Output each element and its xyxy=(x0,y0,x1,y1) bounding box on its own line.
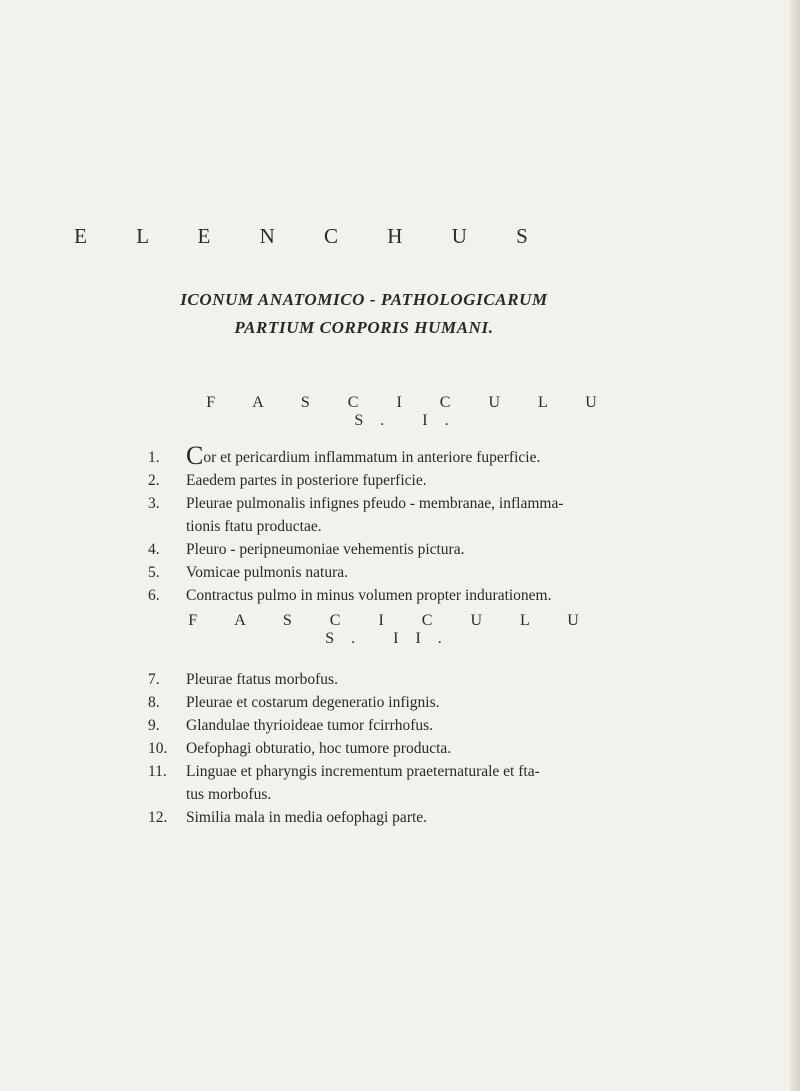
item-number: 12. xyxy=(148,809,168,826)
list-item xyxy=(148,538,708,561)
item-text: Linguae et pharyngis incrementum praeternaturale et fta- xyxy=(186,763,540,780)
item-text: Pleuro - peripneumoniae vehementis pictura. xyxy=(186,541,465,558)
list-item xyxy=(148,469,708,492)
fasciculus-2-list xyxy=(148,668,708,829)
item-number: 3. xyxy=(148,495,160,512)
drop-cap: C xyxy=(186,441,204,470)
item-text-continuation: tus morbofus. xyxy=(186,786,272,803)
list-item xyxy=(148,561,708,584)
item-text: or et pericardium inflammatum in anteriore fuperficie. xyxy=(203,449,541,466)
item-number: 7. xyxy=(148,671,160,688)
item-text: Eaedem partes in posteriore fuperficie. xyxy=(186,472,427,489)
list-item xyxy=(148,737,708,760)
item-text: Pleurae ftatus morbofus. xyxy=(186,671,338,688)
document-subtitle xyxy=(40,286,688,342)
fasciculus-1-list xyxy=(148,441,708,607)
list-item xyxy=(148,441,708,470)
page-edge xyxy=(790,0,800,1091)
subtitle-line-2: PARTIUM CORPORIS HUMANI. xyxy=(234,318,494,337)
list-item xyxy=(148,806,708,829)
list-item xyxy=(148,760,708,806)
document-title: E L E N C H U S xyxy=(74,224,550,248)
item-text: Contractus pulmo in minus volumen propter indurationem. xyxy=(186,587,552,604)
item-number: 11. xyxy=(148,763,167,780)
item-text: Pleurae et costarum degeneratio infignis. xyxy=(186,694,440,711)
item-number: 5. xyxy=(148,564,160,581)
fasciculus-1-heading: F A S C I C U L U S. I. xyxy=(206,394,614,429)
item-number: 2. xyxy=(148,472,160,489)
fasciculus-2-heading: F A S C I C U L U S. II. xyxy=(188,612,596,647)
item-number: 8. xyxy=(148,694,160,711)
item-text: Glandulae thyrioideae tumor fcirrhofus. xyxy=(186,717,434,734)
list-item xyxy=(148,584,708,607)
list-item xyxy=(148,668,708,691)
item-number: 4. xyxy=(148,541,160,558)
item-text-continuation: tionis ftatu productae. xyxy=(186,518,322,535)
item-text: Vomicae pulmonis natura. xyxy=(186,564,349,581)
list-item xyxy=(148,691,708,714)
item-number: 10. xyxy=(148,740,168,757)
subtitle-line-1: ICONUM ANATOMICO - PATHOLOGICARUM xyxy=(180,290,548,309)
item-number: 9. xyxy=(148,717,160,734)
item-text: Oefophagi obturatio, hoc tumore producta. xyxy=(186,740,452,757)
list-item xyxy=(148,714,708,737)
list-item xyxy=(148,492,708,538)
item-number: 1. xyxy=(148,449,160,466)
item-text: Similia mala in media oefophagi parte. xyxy=(186,809,428,826)
item-text: Pleurae pulmonalis infignes pfeudo - membranae, inflamma- xyxy=(186,495,564,512)
item-number: 6. xyxy=(148,587,160,604)
